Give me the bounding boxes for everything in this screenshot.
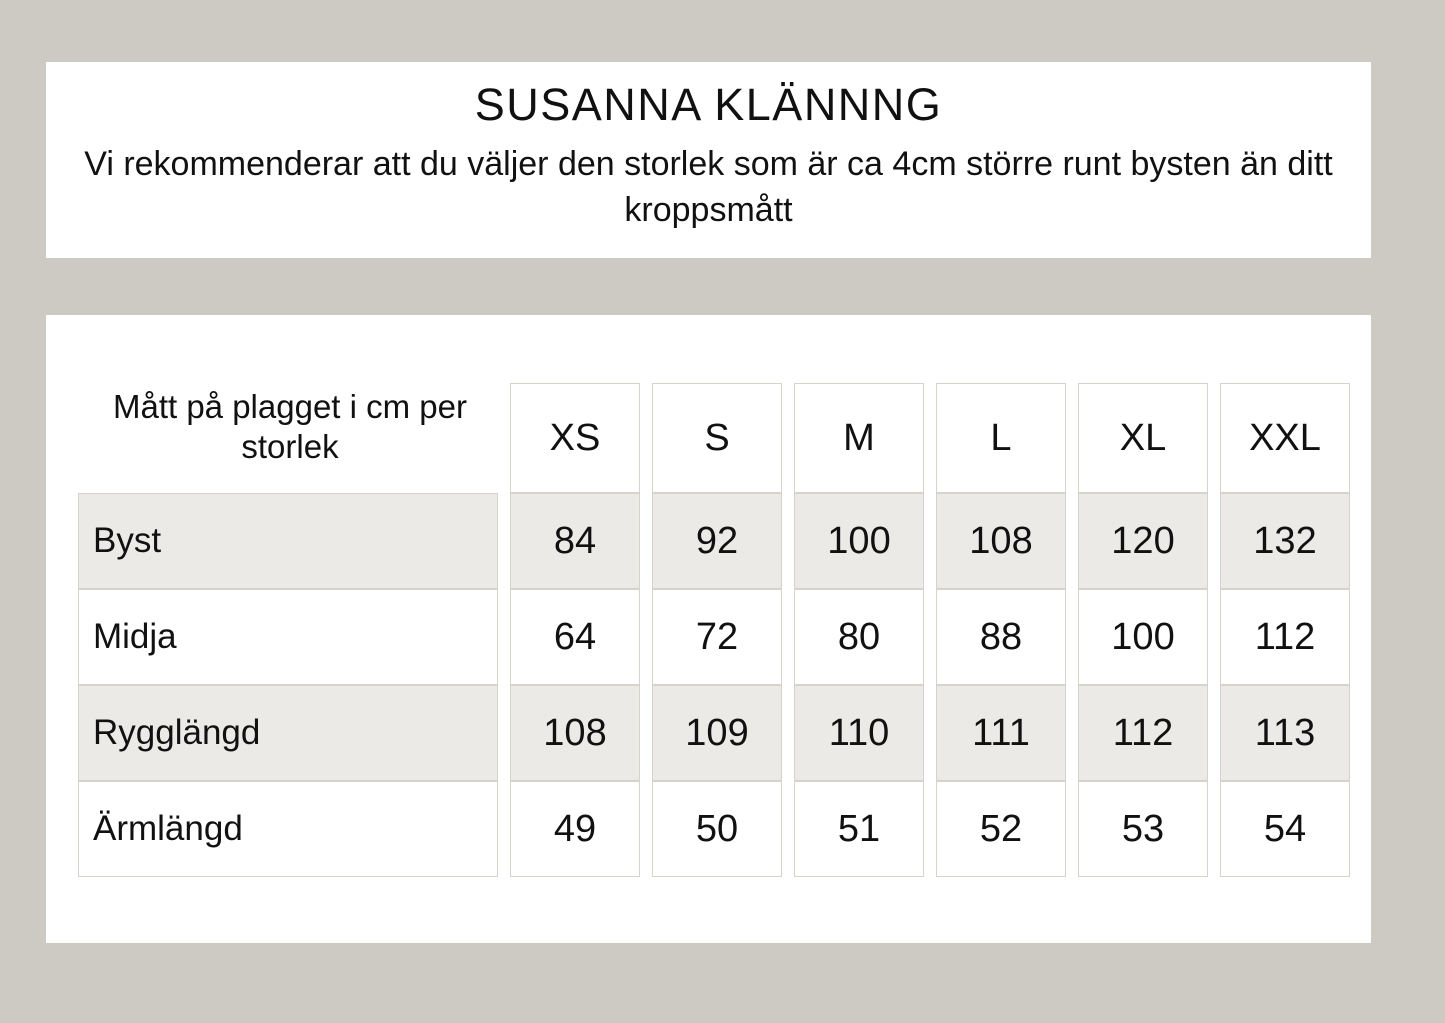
column-gap xyxy=(1066,493,1078,589)
cell-byst-l: 108 xyxy=(936,493,1066,589)
cell-armlangd-xs: 49 xyxy=(510,781,640,877)
column-gap xyxy=(640,493,652,589)
column-gap xyxy=(924,589,936,685)
cell-byst-xl: 120 xyxy=(1078,493,1208,589)
column-gap xyxy=(498,589,510,685)
column-gap xyxy=(498,685,510,781)
corner-label: Mått på plagget i cm per storlek xyxy=(112,388,467,466)
size-header-xl: XL xyxy=(1078,383,1208,493)
column-gap xyxy=(498,390,510,486)
cell-midja-xl: 100 xyxy=(1078,589,1208,685)
cell-rygglangd-xxl: 113 xyxy=(1220,685,1350,781)
column-gap xyxy=(782,685,794,781)
cell-armlangd-xl: 53 xyxy=(1078,781,1208,877)
column-gap xyxy=(498,781,510,877)
cell-rygglangd-m: 110 xyxy=(794,685,924,781)
size-header-m: M xyxy=(794,383,924,493)
table-row xyxy=(78,685,1350,781)
cell-midja-s: 72 xyxy=(652,589,782,685)
column-gap xyxy=(640,390,652,486)
column-gap xyxy=(782,390,794,486)
column-gap xyxy=(1208,589,1220,685)
table-row xyxy=(78,781,1350,877)
size-header-l: L xyxy=(936,383,1066,493)
column-gap xyxy=(1208,390,1220,486)
measurements-card xyxy=(46,315,1371,943)
cell-byst-m: 100 xyxy=(794,493,924,589)
column-gap xyxy=(1208,685,1220,781)
row-label-rygglangd: Rygglängd xyxy=(78,685,498,781)
row-label-byst: Byst xyxy=(78,493,498,589)
column-gap xyxy=(1066,781,1078,877)
cell-rygglangd-s: 109 xyxy=(652,685,782,781)
row-label-midja: Midja xyxy=(78,589,498,685)
size-table xyxy=(78,383,1350,877)
cell-midja-xxl: 112 xyxy=(1220,589,1350,685)
column-gap xyxy=(924,685,936,781)
cell-byst-xs: 84 xyxy=(510,493,640,589)
cell-armlangd-s: 50 xyxy=(652,781,782,877)
cell-armlangd-xxl: 54 xyxy=(1220,781,1350,877)
column-gap xyxy=(782,589,794,685)
cell-midja-l: 88 xyxy=(936,589,1066,685)
column-gap xyxy=(1208,493,1220,589)
cell-armlangd-l: 52 xyxy=(936,781,1066,877)
header-card xyxy=(46,62,1371,258)
column-gap xyxy=(924,493,936,589)
page-subtitle: Vi rekommenderar att du väljer den storlek som är ca 4cm större runt bysten än ditt kroppsmått xyxy=(84,145,1333,229)
column-gap xyxy=(782,781,794,877)
size-table-wrapper xyxy=(78,383,1340,877)
cell-rygglangd-l: 111 xyxy=(936,685,1066,781)
cell-midja-xs: 64 xyxy=(510,589,640,685)
column-gap xyxy=(782,493,794,589)
cell-rygglangd-xl: 112 xyxy=(1078,685,1208,781)
column-gap xyxy=(924,781,936,877)
cell-byst-xxl: 132 xyxy=(1220,493,1350,589)
cell-rygglangd-xs: 108 xyxy=(510,685,640,781)
column-gap xyxy=(640,589,652,685)
size-header-xxl: XXL xyxy=(1220,383,1350,493)
cell-armlangd-m: 51 xyxy=(794,781,924,877)
size-header-s: S xyxy=(652,383,782,493)
table-row xyxy=(78,589,1350,685)
column-gap xyxy=(640,685,652,781)
cell-midja-m: 80 xyxy=(794,589,924,685)
cell-byst-s: 92 xyxy=(652,493,782,589)
row-label-armlangd: Ärmlängd xyxy=(78,781,498,877)
table-header-row xyxy=(78,383,1350,493)
column-gap xyxy=(1066,390,1078,486)
column-gap xyxy=(924,390,936,486)
page-title: SUSANNA KLÄNNNG xyxy=(474,79,943,130)
column-gap xyxy=(1066,685,1078,781)
column-gap xyxy=(640,781,652,877)
table-row xyxy=(78,493,1350,589)
column-gap xyxy=(1208,781,1220,877)
column-gap xyxy=(498,493,510,589)
size-header-xs: XS xyxy=(510,383,640,493)
column-gap xyxy=(1066,589,1078,685)
